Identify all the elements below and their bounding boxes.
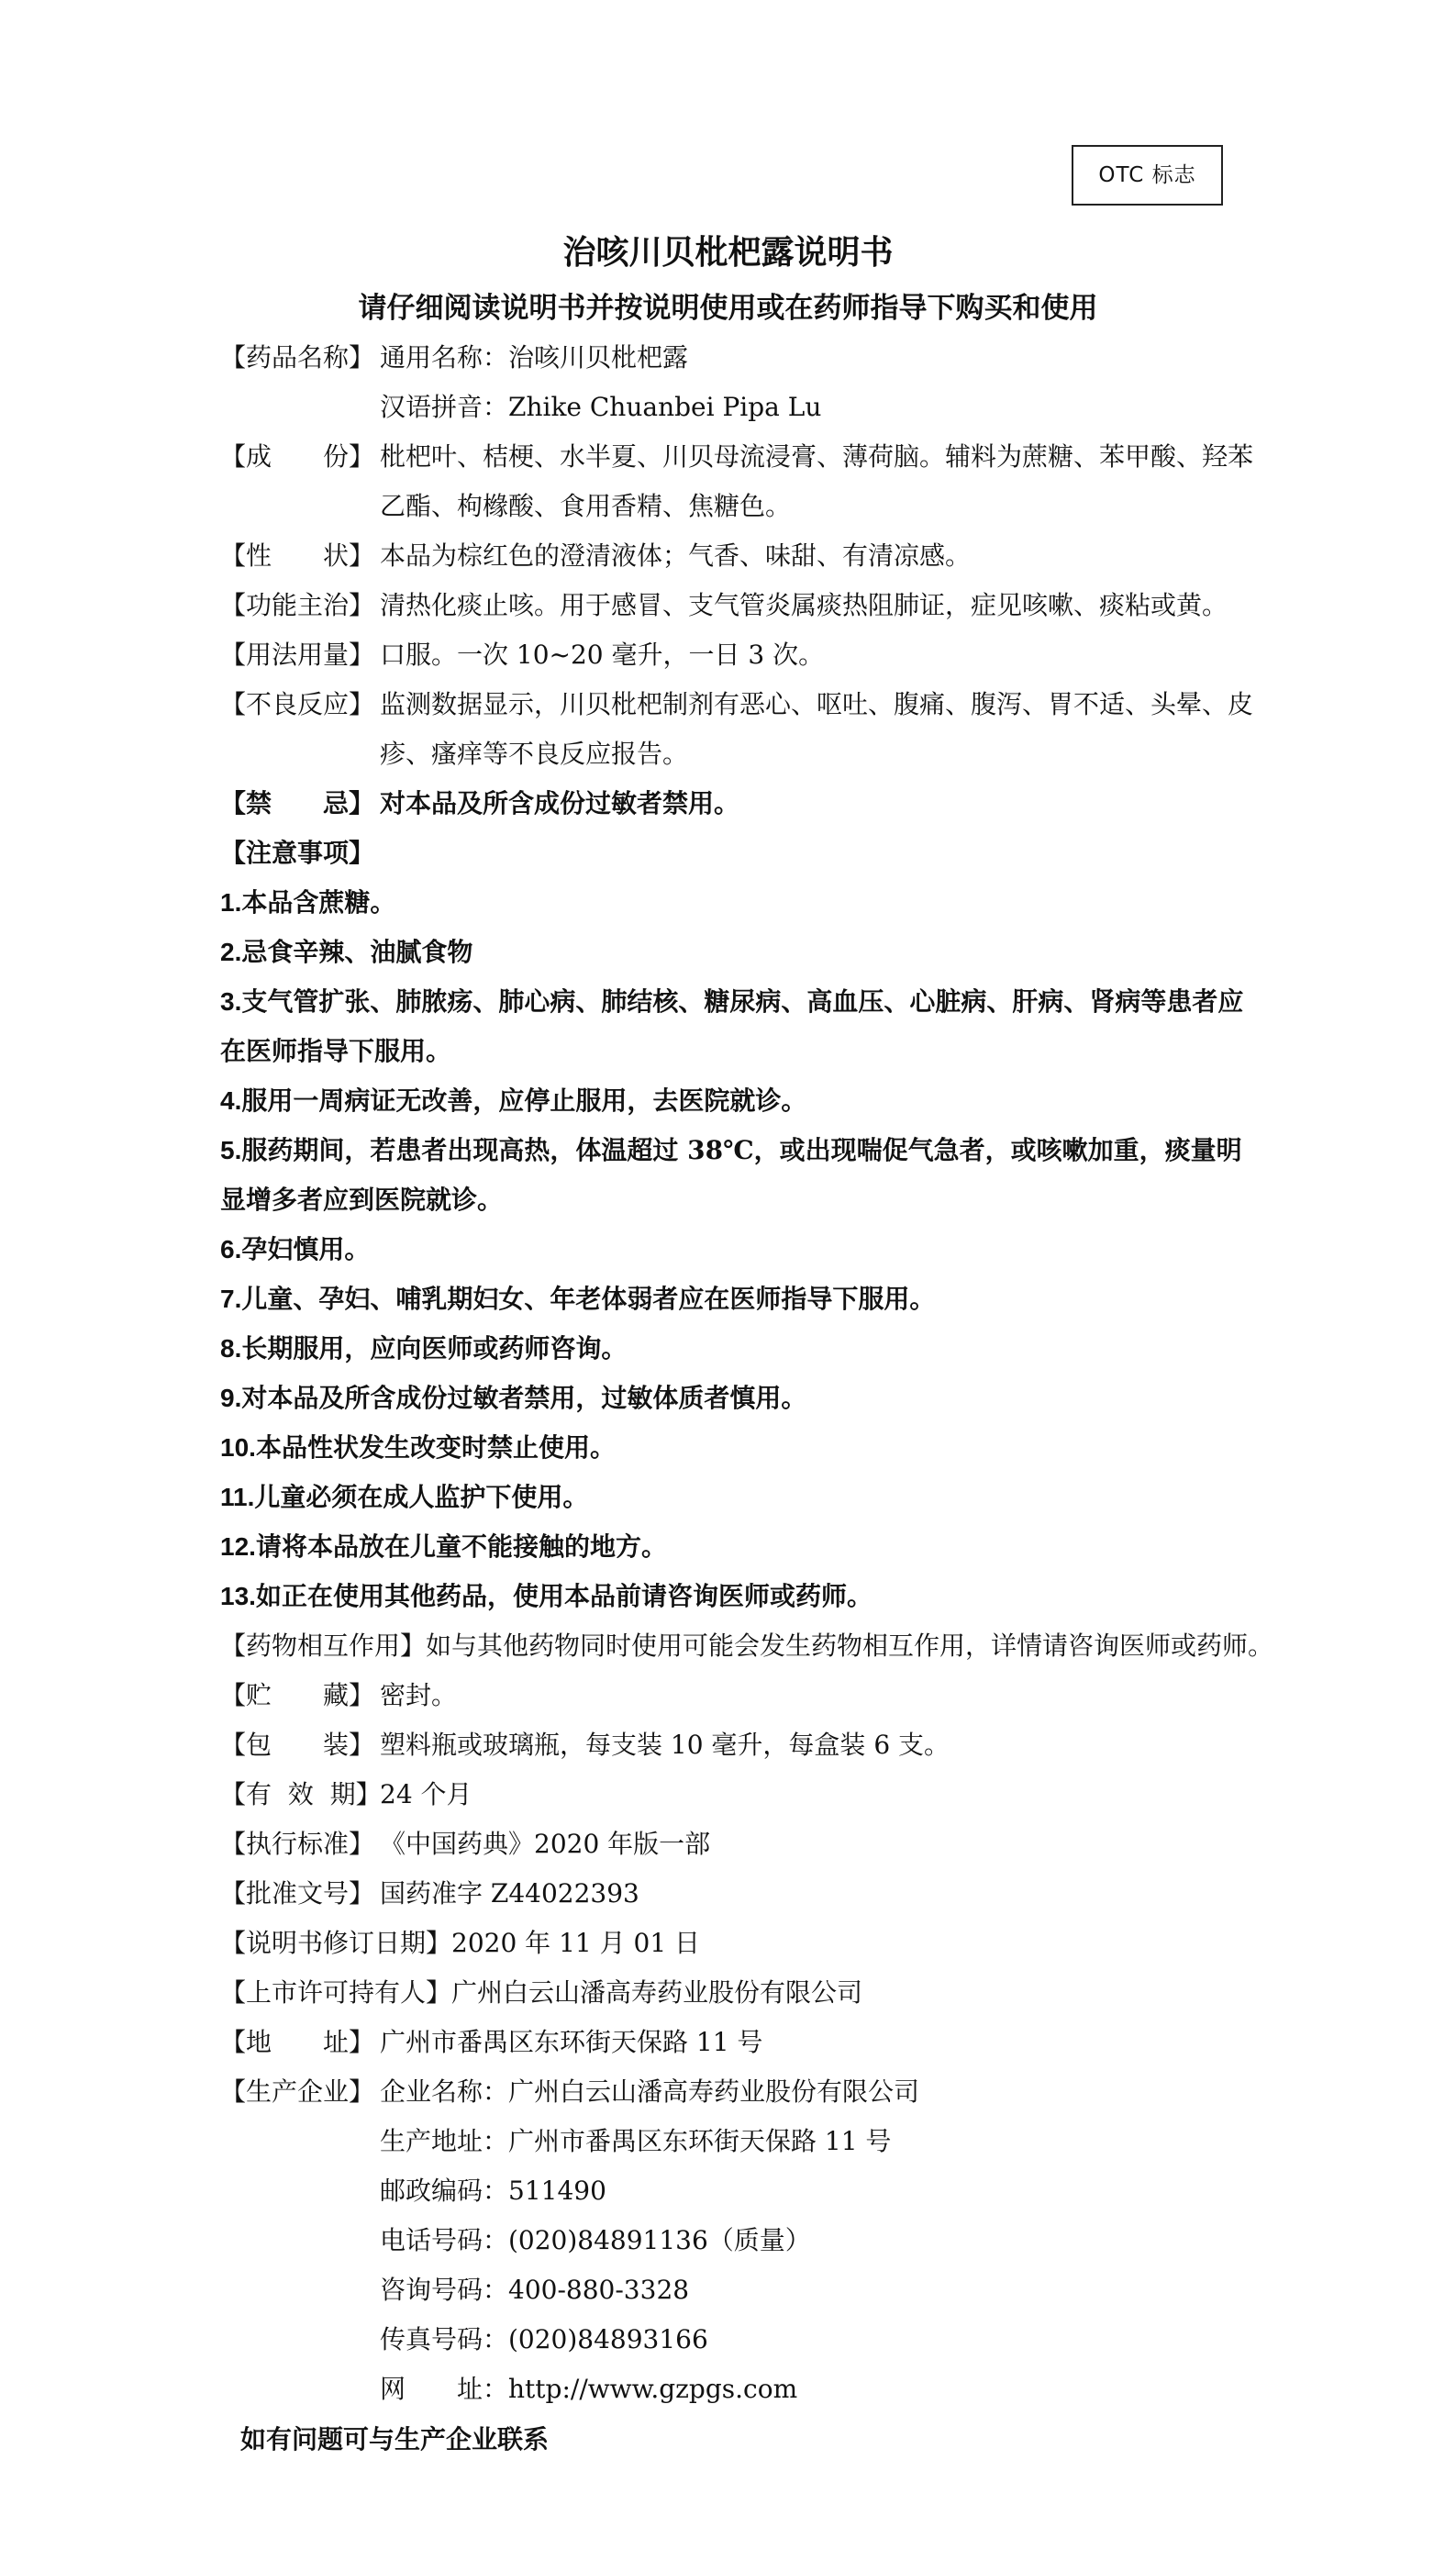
precaution-number: 10. [220,1433,256,1462]
precautions-list [220,878,1266,1621]
section-label: 【执行标准】 [220,1829,375,1859]
section-interactions [220,1621,1274,1671]
hotline-number: 咨询号码：400-880-3328 [380,2275,690,2305]
precaution-text: 支气管扩张、肺脓疡、肺心病、肺结核、糖尿病、高血压、心脏病、肝病、肾病等患者应 [241,986,1244,1017]
precaution-text-continued: 在医师指导下服用。 [220,1036,452,1066]
fax-number: 传真号码：(020)84893166 [380,2324,708,2354]
section-license-holder [220,1968,1266,2018]
adverse-line: 监测数据显示，川贝枇杷制剂有恶心、呕吐、腹痛、腹泻、胃不适、头晕、皮 [380,689,1254,719]
phone-number: 电话号码：(020)84891136（质量） [380,2225,811,2255]
section-label: 【成 份】 [220,441,375,472]
precaution-item [220,977,1266,1076]
validity-text: 24 个月 [380,1779,472,1809]
section-label: 【不良反应】 [220,689,375,719]
precaution-text: 本品性状发生改变时禁止使用。 [255,1432,616,1463]
precaution-number: 4. [220,1086,242,1115]
precaution-text: 儿童、孕妇、哺乳期妇女、年老体弱者应在医师指导下服用。 [241,1284,936,1314]
section-contraindications [220,779,1266,829]
precaution-item [220,1473,1266,1522]
precaution-line [220,1423,1266,1473]
generic-name: 通用名称：治咳川贝枇杷露 [380,342,689,373]
section-label: 【说明书修订日期】 [220,1928,452,1958]
section-label: 【批准文号】 [220,1878,375,1909]
precaution-number: 9. [220,1384,242,1412]
section-label: 【药品名称】 [220,342,375,373]
precaution-number: 6. [220,1235,242,1263]
dosage-text: 口服。一次 10~20 毫升，一日 3 次。 [380,640,825,670]
holder-text: 广州白云山潘高寿药业股份有限公司 [451,1977,863,2008]
standard-text: 《中国药典》2020 年版一部 [380,1829,711,1859]
section-label: 【包 装】 [220,1730,375,1760]
precaution-item [220,1423,1266,1473]
precaution-line [220,1274,1266,1324]
section-label: 【生产企业】 [220,2076,375,2107]
section-revision-date [220,1919,1266,1968]
section-label: 【性 状】 [220,540,375,571]
precaution-item [220,1274,1266,1324]
section-label: 【有 效 期】 [220,1779,382,1809]
document-title: 治咳川贝枇杷露说明书 [562,233,894,272]
precaution-line [220,1522,1266,1572]
precaution-line [220,1374,1266,1423]
holder-line [220,1968,1266,2018]
section-validity [220,1770,1266,1820]
precaution-text: 服用一周病证无改善，应停止服用，去医院就诊。 [241,1085,807,1116]
section-label: 【药物相互作用】 [220,1631,427,1661]
section-ingredients [220,432,1266,531]
section-package [220,1720,1266,1770]
precaution-number: 1. [220,888,242,917]
precaution-text: 本品含蔗糖。 [241,887,396,918]
precaution-line [220,1572,1266,1621]
precaution-line [220,1076,1266,1126]
ingredients-line: 乙酯、枸橼酸、食用香精、焦糖色。 [380,491,792,521]
precaution-item [220,1225,1266,1274]
manufacturer-name: 企业名称：广州白云山潘高寿药业股份有限公司 [380,2076,920,2107]
appearance-text: 本品为棕红色的澄清液体；气香、味甜、有清凉感。 [380,540,972,571]
interactions-line [220,1621,1274,1671]
section-label: 【功能主治】 [220,590,375,620]
precaution-number: 3. [220,987,242,1016]
precautions-heading: 【注意事项】 [220,838,375,868]
precaution-text: 忌食辛辣、油腻食物 [241,937,473,967]
section-label: 【禁 忌】 [220,788,375,818]
precaution-item [220,1572,1266,1621]
section-adverse-reactions [220,680,1266,779]
approval-text: 国药准字 Z44022393 [380,1878,639,1909]
package-text: 塑料瓶或玻璃瓶，每支装 10 毫升，每盒装 6 支。 [380,1730,950,1760]
precaution-line [220,1473,1266,1522]
precaution-item [220,878,1266,928]
precaution-text: 儿童必须在成人监护下使用。 [254,1482,589,1512]
contraindications-text: 对本品及所含成份过敏者禁用。 [380,788,740,818]
manufacturer-address: 生产地址：广州市番禺区东环街天保路 11 号 [380,2126,892,2156]
contact-note: 如有问题可与生产企业联系 [240,2424,550,2454]
precaution-line [220,878,1266,928]
precaution-item [220,1324,1266,1374]
section-label: 【地 址】 [220,2027,375,2057]
section-indications [220,581,1266,630]
precaution-number: 5. [220,1136,242,1164]
section-approval [220,1869,1266,1919]
precaution-line [220,1324,1266,1374]
precaution-line [220,1126,1266,1175]
precaution-text: 如正在使用其他药品，使用本品前请咨询医师或药师。 [255,1581,872,1611]
precaution-text: 对本品及所含成份过敏者禁用，过敏体质者慎用。 [241,1383,807,1413]
website-url[interactable]: 网 址：http://www.gzpgs.com [380,2374,798,2404]
section-label: 【用法用量】 [220,640,375,670]
leaflet-body [220,333,1274,2414]
pinyin-name: 汉语拼音：Zhike Chuanbei Pipa Lu [380,392,822,422]
revision-line [220,1919,1266,1968]
section-dosage [220,630,1266,680]
precaution-number: 12. [220,1532,256,1561]
precaution-text: 服药期间，若患者出现高热，体温超过 38℃，或出现喘促气急者，或咳嗽加重，痰量明 [241,1135,1242,1165]
precaution-number: 7. [220,1285,242,1313]
section-storage [220,1671,1266,1720]
precaution-text: 孕妇慎用。 [241,1234,371,1264]
precaution-item [220,1522,1266,1572]
precaution-item [220,1076,1266,1126]
section-address [220,2018,1266,2067]
precaution-item [220,1126,1266,1225]
precaution-number: 13. [220,1582,256,1610]
section-drug-name [220,333,1266,432]
precaution-item [220,1374,1266,1423]
precaution-text: 长期服用，应向医师或药师咨询。 [241,1333,628,1363]
precaution-line [220,977,1266,1027]
precaution-number: 2. [220,938,242,966]
postal-code: 邮政编码：511490 [380,2176,606,2206]
adverse-line: 疹、瘙痒等不良反应报告。 [380,739,689,769]
section-manufacturer [220,2067,1266,2414]
precaution-line [220,928,1266,977]
precaution-text: 请将本品放在儿童不能接触的地方。 [255,1531,667,1562]
section-label: 【上市许可持有人】 [220,1977,452,2008]
storage-text: 密封。 [380,1680,458,1710]
document-subtitle: 请仔细阅读说明书并按说明使用或在药师指导下购买和使用 [358,292,1098,325]
address-text: 广州市番禺区东环街天保路 11 号 [380,2027,763,2057]
precaution-number: 8. [220,1334,242,1363]
indications-text: 清热化痰止咳。用于感冒、支气管炎属痰热阻肺证，症见咳嗽、痰粘或黄。 [380,590,1228,620]
section-appearance [220,531,1266,581]
ingredients-line: 枇杷叶、桔梗、水半夏、川贝母流浸膏、薄荷脑。辅料为蔗糖、苯甲酸、羟苯 [380,441,1254,472]
precaution-text-continued: 显增多者应到医院就诊。 [220,1185,504,1215]
precaution-item [220,928,1266,977]
section-standard [220,1820,1266,1869]
precaution-number: 11. [220,1483,255,1511]
section-label: 【贮 藏】 [220,1680,375,1710]
interactions-text: 如与其他药物同时使用可能会发生药物相互作用，详情请咨询医师或药师。 [426,1631,1274,1661]
otc-label: OTC 标志 [1072,145,1223,206]
precaution-line [220,1225,1266,1274]
revision-text: 2020 年 11 月 01 日 [451,1928,701,1958]
